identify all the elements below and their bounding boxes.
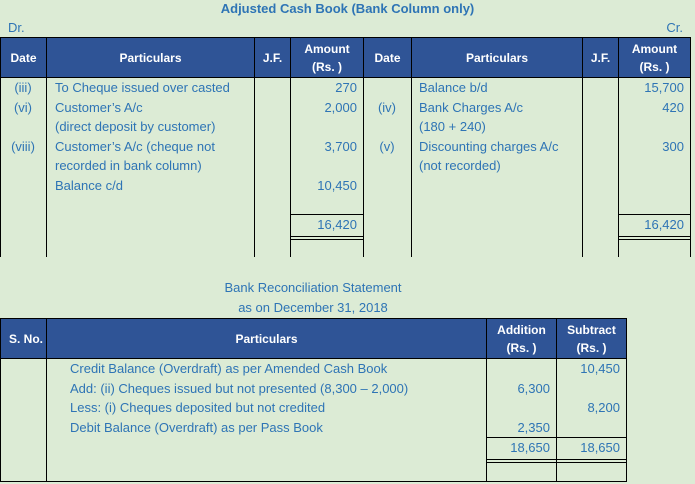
header-amount xyxy=(291,38,363,77)
debit-particulars: Customer’s A/c (cheque not xyxy=(55,139,215,154)
brs-title: Bank Reconciliation Statement xyxy=(224,280,402,295)
credit-date: (v) xyxy=(379,139,395,154)
credit-amount: 300 xyxy=(662,139,684,154)
brs-body xyxy=(0,359,626,437)
cr-label: Cr. xyxy=(666,20,683,35)
debit-date: (vi) xyxy=(13,100,33,115)
debit-particulars: (direct deposit by customer) xyxy=(55,119,216,134)
header-particulars: Particulars xyxy=(47,319,486,358)
brs-subtitle: as on December 31, 2018 xyxy=(238,300,388,315)
credit-amount: 15,700 xyxy=(644,80,684,95)
brs-particulars: Add: (ii) Cheques issued but not presented (8,300 – 2,000) xyxy=(70,380,409,396)
header-addition xyxy=(487,319,556,358)
credit-particulars: (180 + 240) xyxy=(419,119,486,134)
brs-row xyxy=(0,398,626,418)
header-subtract xyxy=(557,319,626,358)
header-date-cr: Date xyxy=(364,38,411,77)
debit-amount: 270 xyxy=(335,80,357,95)
brs-particulars: Credit Balance (Overdraft) as per Amended Cash Book xyxy=(70,361,388,376)
credit-total: 16,420 xyxy=(644,217,684,232)
header-amount-label: Amount xyxy=(631,41,678,56)
debit-amount: 10,450 xyxy=(317,178,357,193)
header-amount-unit: (Rs. ) xyxy=(639,59,670,74)
dr-label: Dr. xyxy=(8,20,25,35)
header-amount-unit: (Rs. ) xyxy=(312,59,342,74)
brs-subtract xyxy=(556,379,626,399)
debit-particulars: To Cheque issued over casted xyxy=(55,80,230,95)
brs-row xyxy=(0,379,626,399)
header-jf-cr: J.F. xyxy=(583,38,618,77)
debit-particulars: Balance c/d xyxy=(55,178,123,193)
debit-total: 16,420 xyxy=(317,217,357,232)
brs-subtract: 8,200 xyxy=(587,400,620,416)
brs-addition: 2,350 xyxy=(517,419,550,435)
brs-total-subtract: 18,650 xyxy=(580,440,620,455)
debit-particulars: recorded in bank column) xyxy=(55,158,202,173)
header-jf: J.F. xyxy=(255,38,290,77)
brs-particulars: Debit Balance (Overdraft) as per Pass Book xyxy=(70,419,323,435)
credit-particulars: Bank Charges A/c xyxy=(419,100,524,115)
credit-particulars: Discounting charges A/c xyxy=(419,139,559,154)
brs-addition: 6,300 xyxy=(517,380,550,396)
brs-row xyxy=(0,359,626,379)
brs-subtract xyxy=(556,418,626,438)
debit-particulars: Customer’s A/c xyxy=(55,100,143,115)
debit-date: (viii) xyxy=(11,139,35,154)
header-addition-label: Addition xyxy=(497,322,546,337)
header-particulars: Particulars xyxy=(47,38,254,77)
debit-amount: 2,000 xyxy=(324,100,357,115)
brs-subtract: 10,450 xyxy=(580,361,620,376)
credit-date: (iv) xyxy=(377,100,397,115)
debit-amount: 3,700 xyxy=(324,139,357,154)
brs-particulars: Less: (i) Cheques deposited but not credited xyxy=(70,400,326,416)
header-subtract-label: Subtract xyxy=(567,322,616,337)
header-addition-unit: (Rs. ) xyxy=(506,340,537,355)
header-date: Date xyxy=(1,38,46,77)
credit-particulars: (not recorded) xyxy=(419,158,501,173)
debit-date: (iii) xyxy=(14,80,32,95)
header-subtract-unit: (Rs. ) xyxy=(576,340,607,355)
header-particulars-cr: Particulars xyxy=(412,38,582,77)
credit-amount: 420 xyxy=(662,100,684,115)
brs-row xyxy=(0,418,626,438)
brs-addition xyxy=(486,398,556,418)
brs-total-addition: 18,650 xyxy=(510,440,550,455)
brs-addition xyxy=(486,359,556,379)
credit-particulars: Balance b/d xyxy=(419,80,488,95)
cash-book-title: Adjusted Cash Book (Bank Column only) xyxy=(220,1,475,16)
header-sno: S. No. xyxy=(1,319,46,358)
header-amount-cr xyxy=(619,38,690,77)
header-amount-label: Amount xyxy=(304,41,350,56)
